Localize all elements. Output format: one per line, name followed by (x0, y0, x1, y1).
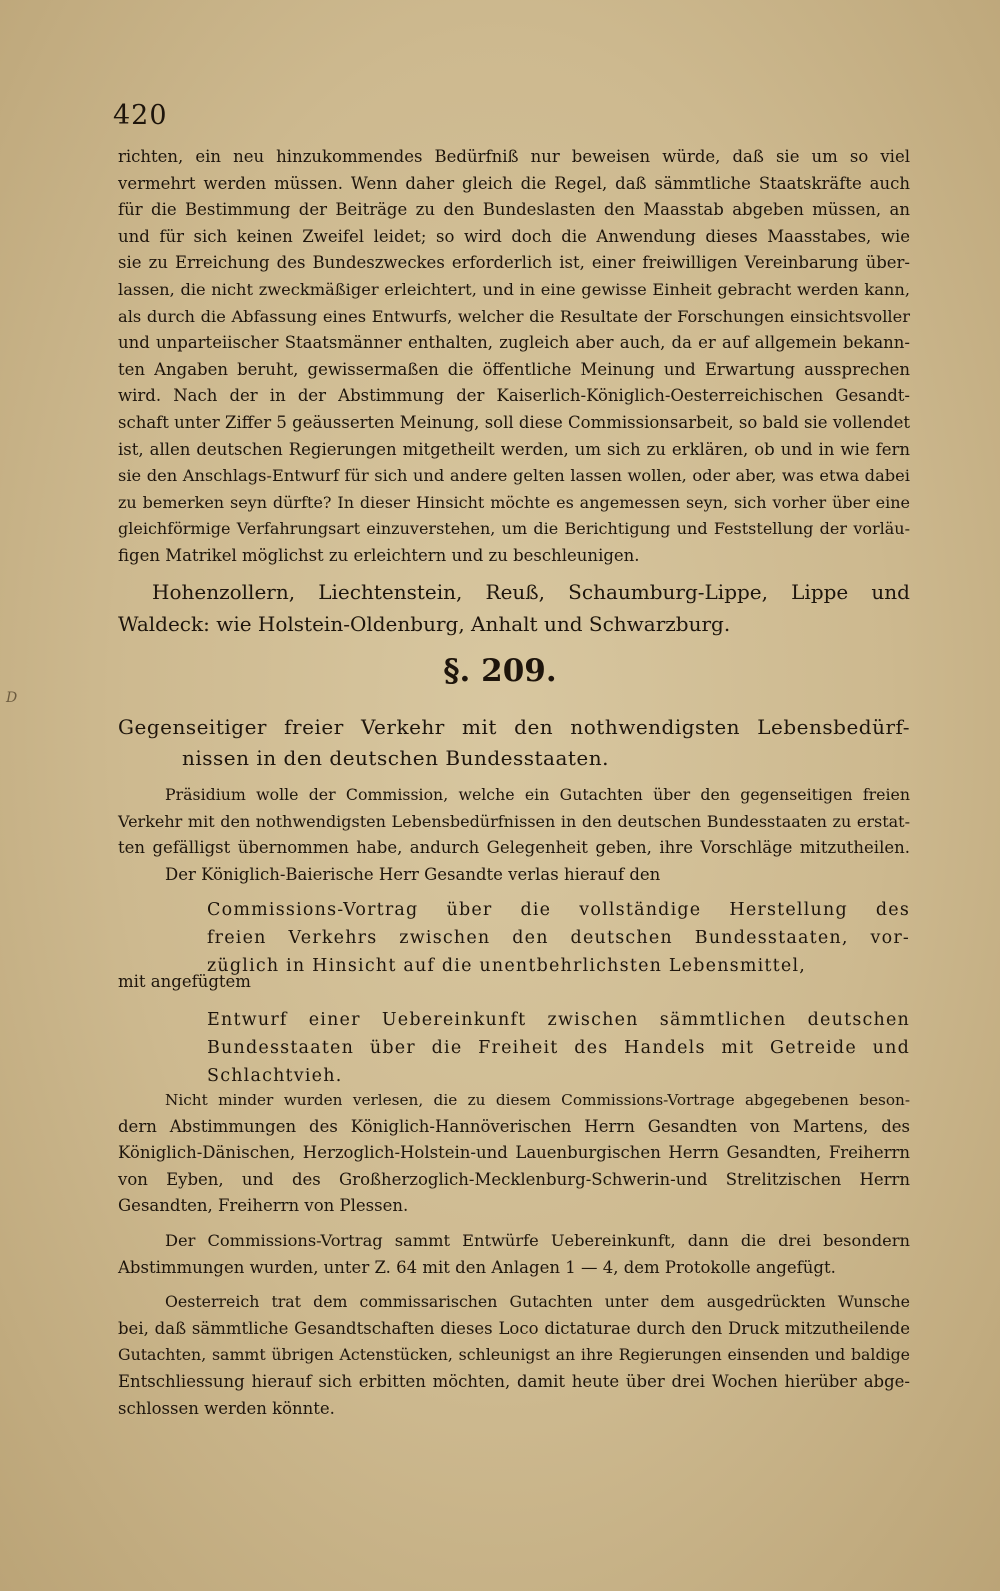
text-line: von Eyben, und des Großherzoglich-Mecklenburg-Schwerin-und Strelitzischen Herrn (118, 1169, 910, 1189)
text-line: Gesandten, Freiherrn von Plessen. (118, 1196, 409, 1216)
paragraph-gap (118, 1281, 910, 1289)
text-line: Nicht minder wurden verlesen, die zu diesem Commissions-Vortrage abgegebenen beson- (165, 1091, 910, 1109)
quote-line: Commissions-Vortrag über die vollständige Herstellung des (207, 900, 910, 920)
section-title-line: Gegenseitiger freier Verkehr mit den nothwendigsten Lebensbedürf- (118, 715, 910, 739)
text-line: mit angefügtem (118, 972, 251, 991)
text-line: lassen, die nicht zweckmäßiger erleichtert, und in eine gewisse Einheit gebracht werden kann, (118, 279, 910, 299)
states-paragraph (118, 576, 910, 640)
text-line: und unparteiischer Staatsmänner enthalten, zugleich aber auch, da er auf allgemein bekann- (118, 333, 910, 353)
text-line: Verkehr mit den nothwendigsten Lebensbedürfnissen in den deutschen Bundesstaaten zu erstat- (118, 811, 910, 831)
body-paragraph (118, 782, 910, 888)
text-line: als durch die Abfassung eines Entwurfs, welcher die Resultate der Forschungen einsichtsvoller (118, 306, 910, 326)
quote-line: züglich in Hinsicht auf die unentbehrlichsten Lebensmittel, (207, 956, 807, 976)
quote-line: Entwurf einer Uebereinkunft zwischen sämmtlichen deutschen (207, 1010, 910, 1030)
quote-line: Bundesstaaten über die Freiheit des Handels mit Getreide und (207, 1038, 910, 1058)
section-number: §. 209. (443, 653, 557, 689)
text-line: schlossen werden könnte. (118, 1398, 335, 1418)
page-number: 420 (113, 100, 168, 131)
text-line: Entschliessung hierauf sich erbitten möchten, damit heute über drei Wochen hierüber abge- (118, 1371, 910, 1391)
text-line: ten Angaben beruht, gewissermaßen die öffentliche Meinung und Erwartung aussprechen (118, 359, 910, 379)
agreement-draft-title (207, 1006, 910, 1090)
text-line: bei, daß sämmtliche Gesandtschaften dieses Loco dictaturae durch den Druck mitzutheilende (118, 1318, 910, 1338)
margin-mark: D (6, 690, 18, 706)
text-line: vermehrt werden müssen. Wenn daher gleich die Regel, daß sämmtliche Staatskräfte auch (118, 173, 910, 193)
text-line: Oesterreich trat dem commissarischen Gutachten unter dem ausgedrückten Wunsche (165, 1292, 910, 1312)
quote-line: Schlachtvieh. (207, 1066, 343, 1086)
text-line: ist, allen deutschen Regierungen mitgetheilt werden, um sich zu erklären, ob und in wie fern (118, 439, 910, 459)
quote-line: freien Verkehrs zwischen den deutschen Bundesstaaten, vor- (207, 928, 910, 948)
text-line: Gutachten, sammt übrigen Actenstücken, schleunigst an ihre Regierungen einsenden und baldige (118, 1345, 910, 1365)
paragraph-gap (118, 1220, 910, 1228)
text-line: Der Königlich-Baierische Herr Gesandte verlas hierauf den (165, 864, 661, 884)
text-line: wird. Nach der in der Abstimmung der Kaiserlich-Königlich-Oesterreichischen Gesandt- (118, 386, 910, 406)
section-title (118, 712, 910, 774)
text-line: Der Commissions-Vortrag sammt Entwürfe Uebereinkunft, dann die drei besondern (165, 1230, 910, 1250)
commission-report-title (207, 896, 910, 980)
text-line: richten, ein neu hinzukommendes Bedürfniß nur beweisen würde, daß sie um so viel (118, 147, 910, 166)
text-line: Hohenzollern, Liechtenstein, Reuß, Schaumburg-Lippe, Lippe und (152, 580, 910, 604)
text-line: zu bemerken seyn dürfte? In dieser Hinsicht möchte es angemessen seyn, sich vorher über eine (118, 492, 910, 512)
text-line: sie den Anschlags-Entwurf für sich und andere gelten lassen wollen, oder aber, was etwa dabei (118, 466, 910, 486)
text-line: Waldeck: wie Holstein-Oldenburg, Anhalt und Schwarzburg. (118, 612, 731, 636)
text-line: ten gefälligst übernommen habe, andurch Gelegenheit geben, ihre Vorschläge mitzutheilen. (118, 838, 910, 858)
text-line: Königlich-Dänischen, Herzoglich-Holstein-und Lauenburgischen Herrn Gesandten, Freiherrn (118, 1143, 910, 1163)
text-line: für die Bestimmung der Beiträge zu den Bundeslasten den Maasstab abgeben müssen, an (118, 200, 910, 220)
closing-paragraphs (118, 1087, 910, 1422)
text-line: schaft unter Ziffer 5 geäusserten Meinung, soll diese Commissionsarbeit, so bald sie vollendet (118, 412, 910, 432)
text-line: dern Abstimmungen des Königlich-Hannöverischen Herrn Gesandten von Martens, des (118, 1116, 910, 1136)
section-title-line: nissen in den deutschen Bundesstaaten. (182, 746, 609, 770)
text-line: Präsidium wolle der Commission, welche ein Gutachten über den gegenseitigen freien (165, 785, 910, 804)
text-line: figen Matrikel möglichst zu erleichtern und zu beschleunigen. (118, 545, 640, 565)
text-line: sie zu Erreichung des Bundeszweckes erforderlich ist, einer freiwilligen Vereinbarung über- (118, 253, 910, 273)
top-paragraph (118, 144, 910, 570)
text-line: Abstimmungen wurden, unter Z. 64 mit den Anlagen 1 — 4, dem Protokolle angefügt. (118, 1257, 836, 1277)
text-line: gleichförmige Verfahrungsart einzuverstehen, um die Berichtigung und Feststellung der vorläu- (118, 519, 910, 539)
text-line: und für sich keinen Zweifel leidet; so wird doch die Anwendung dieses Maasstabes, wie (118, 226, 910, 246)
